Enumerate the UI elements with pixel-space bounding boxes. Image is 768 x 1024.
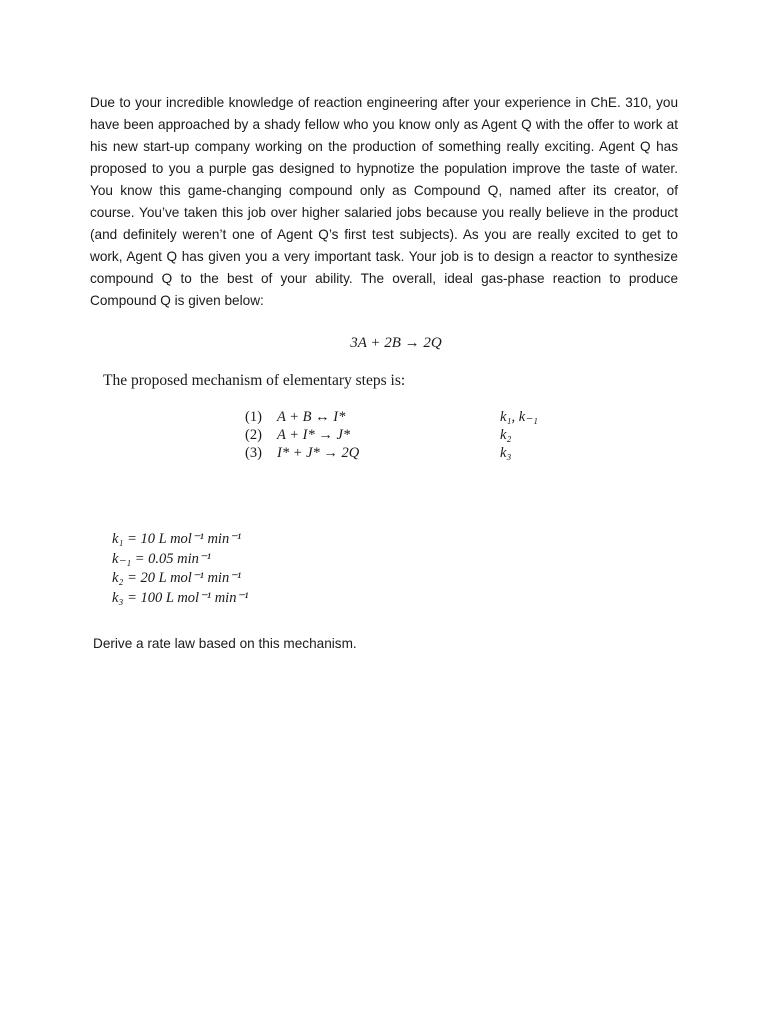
step-constant: k₃ (500, 445, 512, 461)
step-number: (1) (245, 409, 262, 425)
rate-constant: k₁ = 10 L mol⁻¹ min⁻¹ (112, 531, 242, 547)
mechanism-step (245, 408, 359, 426)
step-equation: I* + J* → 2Q (277, 445, 360, 461)
mechanism-heading: The proposed mechanism of elementary steps is: (103, 372, 406, 389)
step-equation: A + B ↔ I* (277, 409, 346, 425)
step-equation: A + I* → J* (277, 427, 351, 443)
rate-constant: k₂ = 20 L mol⁻¹ min⁻¹ (112, 570, 242, 586)
step-constant: k₂ (500, 427, 512, 443)
step-rate-constants (500, 408, 538, 462)
mechanism-steps (245, 408, 359, 462)
rate-constant: k₃ = 100 L mol⁻¹ min⁻¹ (112, 589, 249, 606)
rate-constant: k₋₁ = 0.05 min⁻¹ (112, 550, 211, 567)
rate-constant-values (112, 530, 248, 608)
overall-reaction: 3A + 2B → 2Q (350, 335, 442, 351)
step-number: (2) (245, 427, 262, 443)
step-constant: k₁, k₋₁ (500, 409, 538, 425)
mechanism-step (245, 444, 359, 462)
question-prompt: Derive a rate law based on this mechanism. (93, 636, 357, 651)
mechanism-step (245, 426, 359, 444)
problem-statement: Due to your incredible knowledge of reaction engineering after your experience in ChE. 310, you have been approached by a shady fellow who you know only as Agent Q with the offer to work at his new start-up company working on the production of something really exciting. Agent Q has proposed to you a purple gas designed to hypnotize the population improve the taste of water. You know this game-changing compound only as Compound Q, named after its creator, of course. You’ve taken this job over higher salaried jobs because you really believe in the product (and definitely weren’t one of Agent Q’s first test subjects). As you are really excited to get to work, Agent Q has given you a very important task. Your job is to design a reactor to synthesize compound Q to the best of your ability. The overall, ideal gas-phase reaction to produce Compound Q is given below: (90, 95, 678, 308)
step-number: (3) (245, 445, 262, 461)
